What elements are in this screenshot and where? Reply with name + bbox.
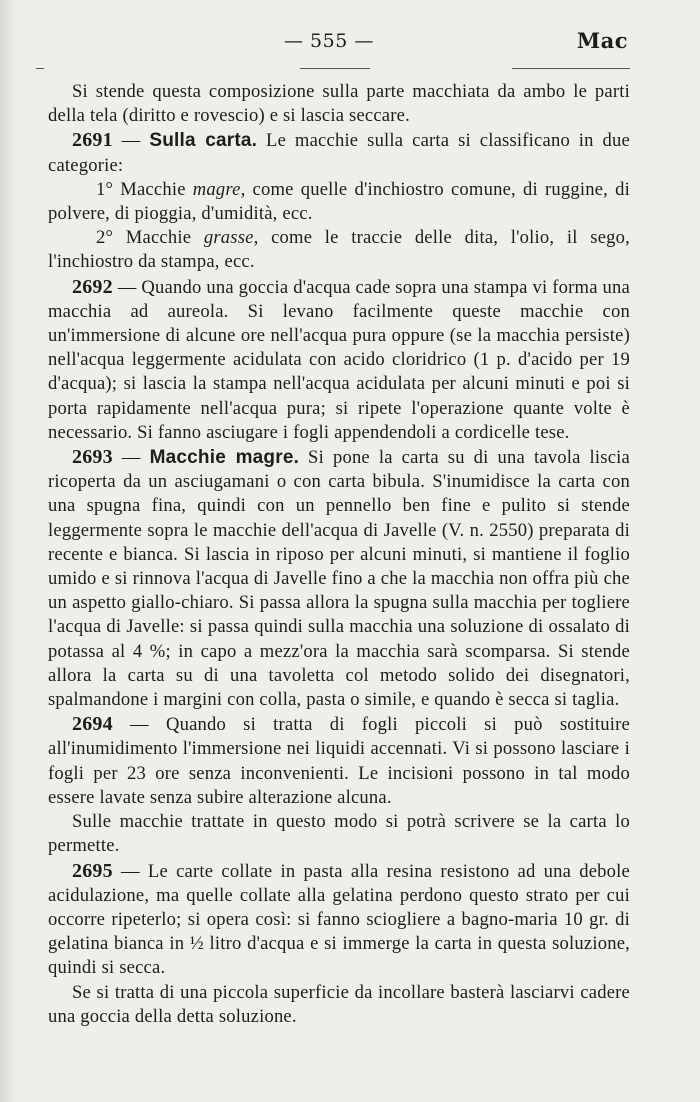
paragraph-2695-continued: Se si tratta di una piccola superficie da incollare basterà lasciarvi cadere una goccia della detta soluzione. xyxy=(48,981,630,1027)
list-item-grasse xyxy=(48,226,630,274)
body-text xyxy=(48,80,630,1029)
list-item-text: come le traccie delle dita, l'olio, il sego, l'inchiostro da stampa, ecc. xyxy=(48,227,630,273)
page-gutter-shadow xyxy=(0,0,16,1102)
header-rule-middle xyxy=(300,68,370,69)
list-item-text: come quelle d'inchiostro comune, di ruggine, di polvere, di pioggia, d'umidità, ecc. xyxy=(48,178,630,225)
entry-number-2694: 2694 xyxy=(72,713,113,736)
entry-number-2693: 2693 xyxy=(72,446,113,469)
page-number: — 555 — xyxy=(284,30,374,52)
entry-dash: — xyxy=(112,447,150,469)
entry-number-2691: 2691 xyxy=(72,129,113,152)
entry-text-2691: Le macchie sulla carta si classificano in due categorie: xyxy=(48,130,630,176)
paragraph-2694 xyxy=(48,712,630,810)
list-item-prefix: 1° Macchie xyxy=(96,178,193,200)
page-header xyxy=(0,30,700,60)
entry-text-2693: Si pone la carta su di una tavola liscia ricoperta da un asciugamani o con carta bibula. S'inumidisce la carta con una spugna fina, quindi con un pennello ben fine e pulito si stende leggermente sopra le macchie dell'acqua di Javelle (V. n. 2550) preparata di recente e bianca. Si lascia in riposo per alcuni minuti, si mantiene il foglio umido e si rinnova l'acqua di Javelle fino a che la macchia non offra più che un aspetto giallo-chiaro. Si passa allora la spugna sulla macchia per togliere l'acqua di Javelle: si passa quindi sulla macchia una soluzione di ossalato di potassa al 4 %; in capo a mezz'ora la macchia sarà scomparsa. Si stende allora la carta su di una tavoletta col metodo solido dei disegnatori, spalmandone i margini con colla, pasta o simile, e quando è secca si taglia. xyxy=(48,447,630,711)
entry-number-2695: 2695 xyxy=(72,859,113,882)
entry-heading-2691: Sulla carta. xyxy=(149,130,258,152)
paragraph-2692 xyxy=(48,275,630,445)
list-item-magre xyxy=(48,178,630,226)
header-rule-left xyxy=(36,68,44,69)
paragraph-2693 xyxy=(48,445,630,712)
paragraph-2695 xyxy=(48,859,630,981)
list-item-prefix: 2° Macchie xyxy=(96,227,204,249)
entry-heading-2693: Macchie magre. xyxy=(149,447,300,469)
list-item-italic: magre, xyxy=(192,178,246,200)
entry-text-2694: — Quando si tratta di fogli piccoli si può sostituire all'inumidimento l'immersione nei liquidi accennati. Vi si possono lasciare i fogli per 23 ore senza inconvenienti. Le incisioni possono in tal modo essere lavate senza subire alterazione alcuna. xyxy=(48,714,630,808)
paragraph-intro: Si stende questa composizione sulla parte macchiata da ambo le parti della tela (diritto e rovescio) e si lascia seccare. xyxy=(48,81,630,127)
paragraph-2691 xyxy=(48,128,630,177)
list-item-italic: grasse, xyxy=(203,227,259,249)
entry-number-2692: 2692 xyxy=(72,275,113,298)
header-rule-right xyxy=(512,68,630,69)
entry-text-2695: — Le carte collate in pasta alla resina resistono ad una debole acidulazione, ma quelle collate alla gelatina perdono questo strato per cui occorre ripeterlo; si opera così: si fanno sciogliere a bagno-maria 10 gr. di gelatina bianca in ½ litro d'acqua e si immerge la carta in questa soluzione, quindi si secca. xyxy=(48,860,630,979)
running-head: Mac xyxy=(576,28,628,53)
paragraph-2694-continued: Sulle macchie trattate in questo modo si potrà scrivere se la carta lo permette. xyxy=(48,811,630,857)
entry-dash: — xyxy=(112,130,150,152)
entry-text-2692: — Quando una goccia d'acqua cade sopra una stampa vi forma una macchia ad aureola. Si levano facilmente queste macchie con un'immersione di alcune ore nell'acqua pura oppure (se la macchia persiste) nell'acqua leggermente acidulata con acido cloridrico (1 p. d'acido per 19 d'acqua); si lascia la stampa nell'acqua acidulata per alcuni minuti e poi si porta rapidamente nell'acqua pura; si ripete l'operazione quante volte è necessario. Si fanno asciugare i fogli appendendoli a cordicelle tese. xyxy=(48,276,630,443)
